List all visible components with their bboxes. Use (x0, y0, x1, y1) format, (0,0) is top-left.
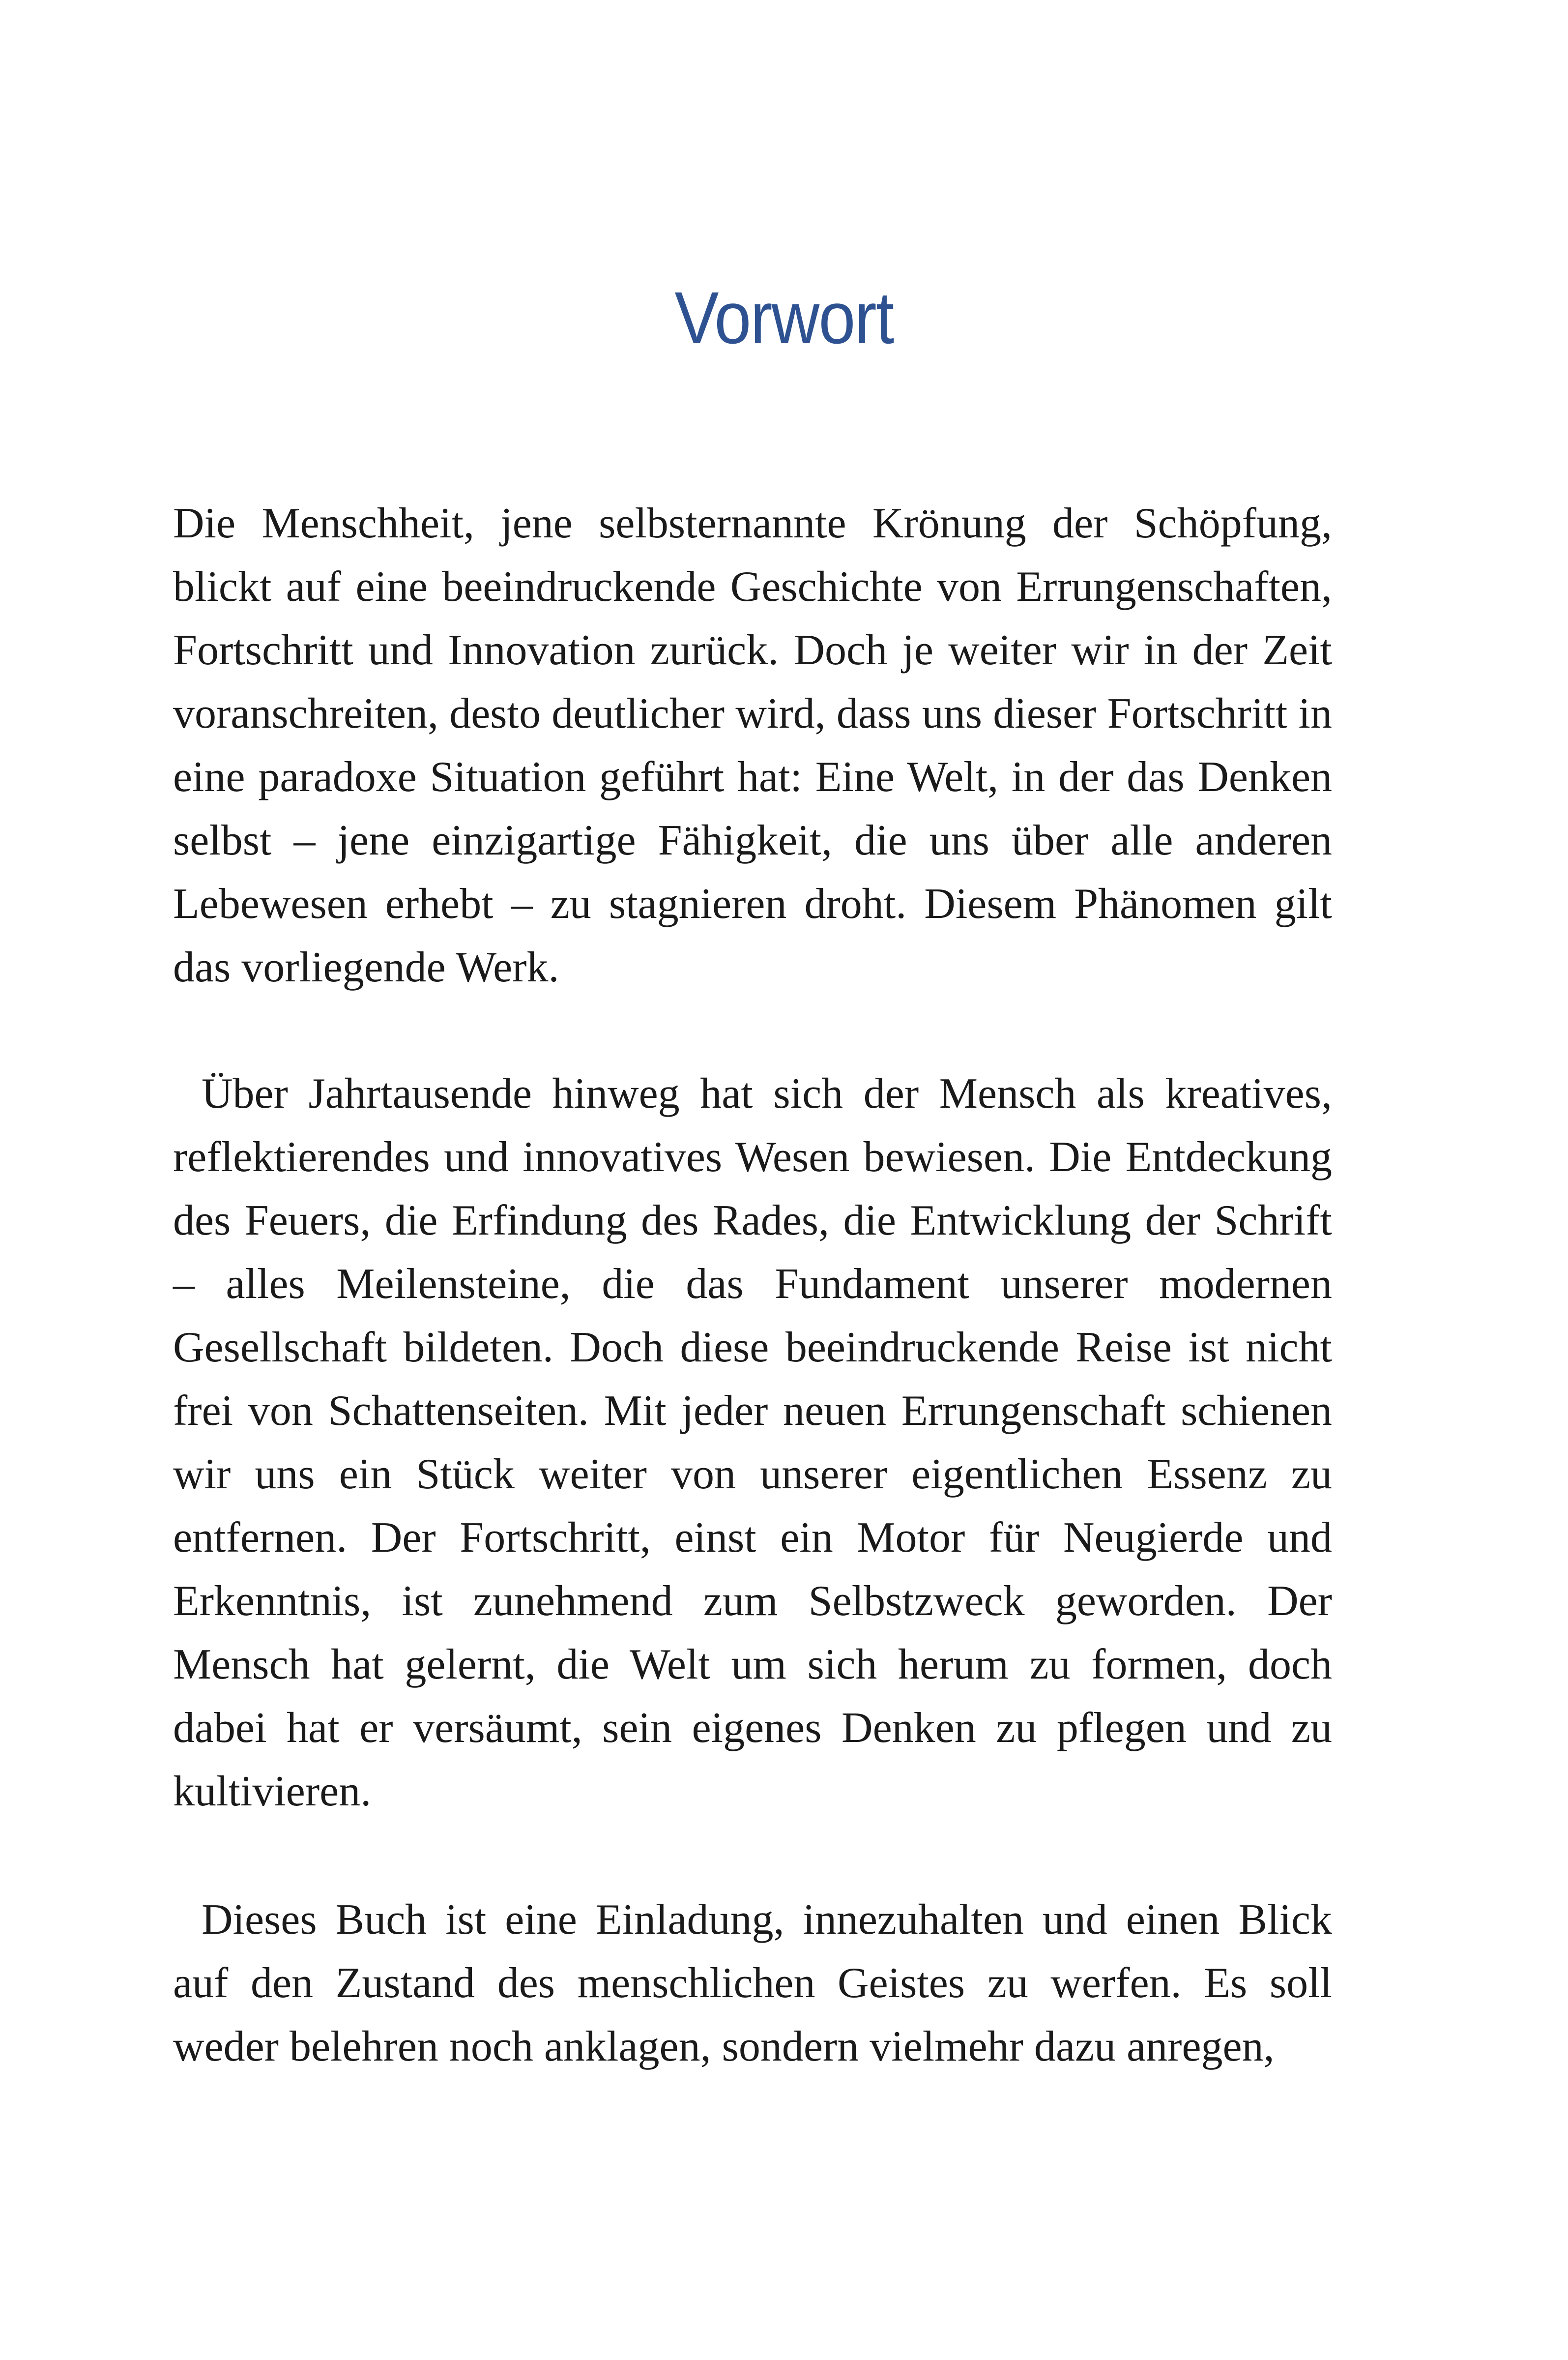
paragraph-3: Dieses Buch ist eine Einladung, innezuhalten und einen Blick auf den Zustand des menschlichen Geistes zu werfen. Es soll weder belehren noch anklagen, sondern vielmehr dazu anregen, (173, 1896, 1332, 2070)
paragraph-1: Die Menschheit, jene selbsternannte Krönung der Schöpfung, blickt auf eine beeindruckende Geschichte von Errungenschaften, Fortschritt und Innovation zurück. Doch je weiter wir in der Zeit voranschreiten, desto deutlicher wird, dass uns dieser Fortschritt in eine paradoxe Situation geführt hat: Eine Welt, in der das Denken selbst – jene einzigartige Fähigkeit, die uns über alle anderen Lebewesen erhebt – zu stagnieren droht. Diesem Phänomen gilt das vorliegende Werk. (173, 500, 1332, 991)
chapter-title: Vorwort (674, 276, 894, 359)
paragraph-2: Über Jahrtausende hinweg hat sich der Mensch als kreatives, reflektierendes und innovatives Wesen bewiesen. Die Entdeckung des Feuers, die Erfindung des Rades, die Entwicklung der Schrift – alles Meilensteine, die das Fundament unserer modernen Gesellschaft bildeten. Doch diese beeindruckende Reise ist nicht frei von Schattenseiten. Mit jeder neuen Errungenschaft schienen wir uns ein Stück weiter von unserer eigentlichen Essenz zu entfernen. Der Fortschritt, einst ein Motor für Neugierde und Erkenntnis, ist zunehmend zum Selbstzweck geworden. Der Mensch hat gelernt, die Welt um sich herum zu formen, doch dabei hat er versäumt, sein eigenes Denken zu pflegen und zu kultivieren. (173, 1070, 1332, 1815)
